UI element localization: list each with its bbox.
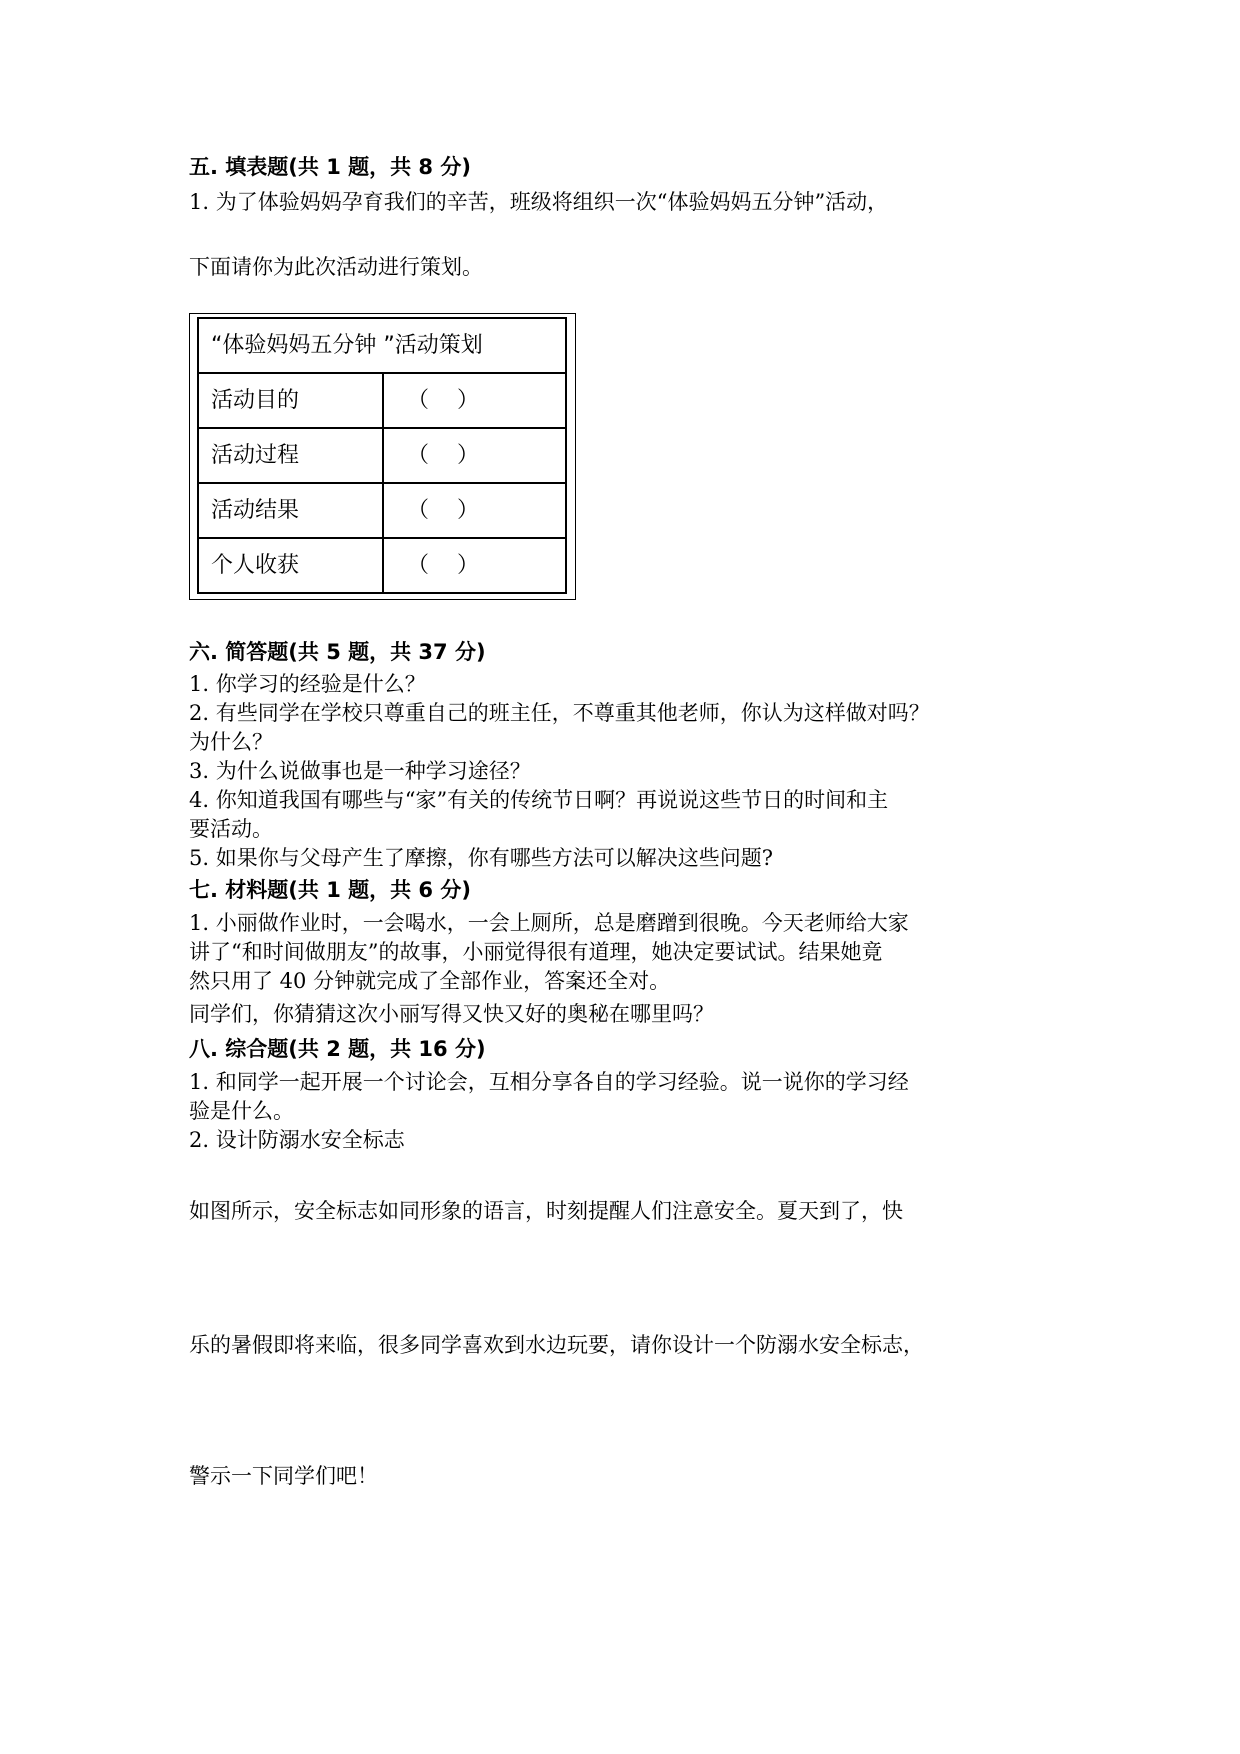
question-6-line: 2. 有些同学在学校只尊重自己的班主任，不尊重其他老师，你认为这样做对吗？ bbox=[189, 701, 930, 725]
question-8-line: 警示一下同学们吧！ bbox=[189, 1464, 378, 1488]
question-5-1-line-2: 下面请你为此次活动进行策划。 bbox=[189, 255, 483, 279]
table-row bbox=[199, 429, 565, 484]
activity-plan-table-inner bbox=[197, 317, 567, 594]
question-8-line: 2. 设计防溺水安全标志 bbox=[189, 1128, 405, 1152]
table-row-label: 活动过程 bbox=[199, 429, 384, 482]
question-8-line: 验是什么。 bbox=[189, 1099, 294, 1123]
question-8-line: 如图所示，安全标志如同形象的语言，时刻提醒人们注意安全。夏天到了，快 bbox=[189, 1199, 903, 1223]
table-row-answer-blank: （ ） bbox=[407, 498, 479, 523]
question-7-line: 1. 小丽做作业时，一会喝水，一会上厕所，总是磨蹭到很晚。今天老师给大家 bbox=[189, 911, 909, 935]
table-row bbox=[199, 484, 565, 539]
section-8-heading: 八. 综合题(共 2 题，共 16 分) bbox=[189, 1037, 486, 1061]
section-7-heading: 七. 材料题(共 1 题，共 6 分) bbox=[189, 878, 471, 902]
question-7-line: 同学们，你猜猜这次小丽写得又快又好的奥秘在哪里吗？ bbox=[189, 1002, 714, 1026]
question-6-line: 要活动。 bbox=[189, 817, 273, 841]
activity-plan-table bbox=[189, 313, 576, 600]
table-row-label: 活动目的 bbox=[199, 374, 384, 427]
table-row-label: 个人收获 bbox=[199, 539, 384, 594]
question-6-line: 3. 为什么说做事也是一种学习途径？ bbox=[189, 759, 531, 783]
table-title: “体验妈妈五分钟 ”活动策划 bbox=[199, 319, 565, 374]
question-7-line: 然只用了 40 分钟就完成了全部作业，答案还全对。 bbox=[189, 969, 671, 993]
question-5-1-line-1: 1. 为了体验妈妈孕育我们的辛苦，班级将组织一次“体验妈妈五分钟”活动， bbox=[189, 190, 889, 214]
question-6-line: 5. 如果你与父母产生了摩擦，你有哪些方法可以解决这些问题? bbox=[189, 846, 773, 870]
table-row bbox=[199, 374, 565, 429]
question-6-line: 为什么？ bbox=[189, 730, 273, 754]
question-7-line: 讲了“和时间做朋友”的故事，小丽觉得很有道理，她决定要试试。结果她竟 bbox=[189, 940, 883, 964]
table-row bbox=[199, 539, 565, 594]
section-5-heading: 五. 填表题(共 1 题，共 8 分) bbox=[189, 155, 471, 179]
question-6-line: 4. 你知道我国有哪些与“家”有关的传统节日啊？再说说这些节日的时间和主 bbox=[189, 788, 889, 812]
table-row-answer-blank: （ ） bbox=[407, 388, 479, 413]
question-8-line: 乐的暑假即将来临，很多同学喜欢到水边玩要，请你设计一个防溺水安全标志， bbox=[189, 1333, 924, 1357]
table-row-answer-blank: （ ） bbox=[407, 443, 479, 468]
table-row-label: 活动结果 bbox=[199, 484, 384, 537]
table-row-answer-blank: （ ） bbox=[407, 553, 479, 578]
question-6-line: 1. 你学习的经验是什么？ bbox=[189, 672, 426, 696]
section-6-heading: 六. 简答题(共 5 题，共 37 分) bbox=[189, 640, 486, 664]
question-8-line: 1. 和同学一起开展一个讨论会，互相分享各自的学习经验。说一说你的学习经 bbox=[189, 1070, 909, 1094]
